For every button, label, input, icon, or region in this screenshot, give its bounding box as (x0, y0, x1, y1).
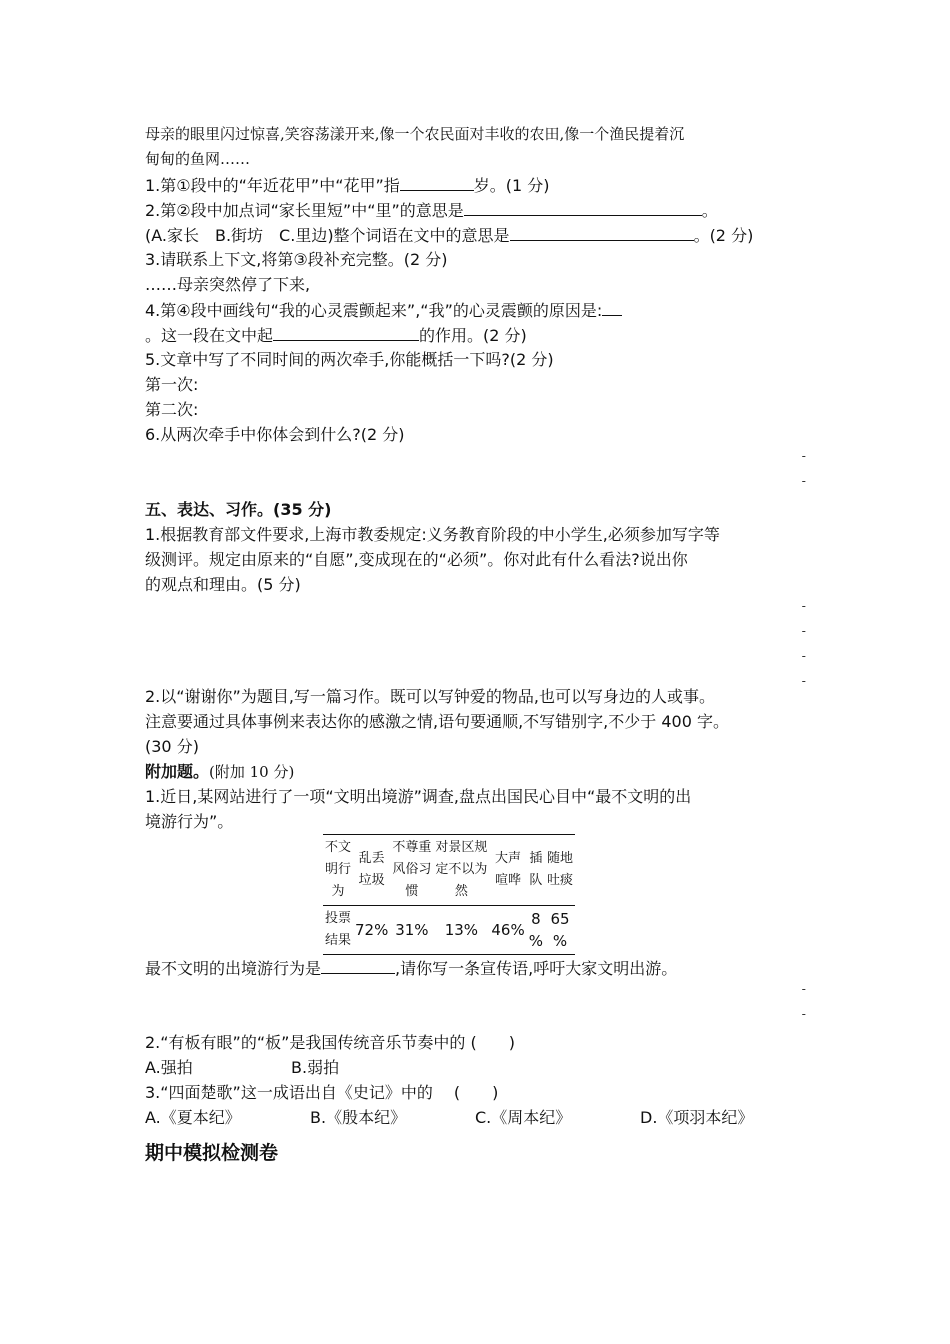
question-1 (145, 172, 810, 197)
answer-line[interactable] (145, 447, 810, 472)
table-row (323, 906, 575, 955)
question-4-line-2 (145, 322, 810, 347)
question-2-line-2 (145, 222, 810, 247)
dash-mark: - (801, 599, 806, 613)
table-header-cell: 插 队 (527, 835, 545, 906)
section-5-p1-line-3: 的观点和理由。(5 分) (145, 575, 301, 594)
question-1-points: 岁。(1 分) (473, 176, 550, 195)
dash-mark: - (801, 449, 806, 463)
section-5-p2-line-3: (30 分) (145, 737, 199, 756)
section-5-p2-line-2: 注意要通过具体事例来表达你的感激之情,语句要通顺,不写错别字,不少于 400 字。 (145, 712, 729, 731)
answer-line[interactable] (145, 622, 810, 647)
bonus-1-answer-tail: ,请你写一条宣传语,呼吁大家文明出游。 (395, 959, 678, 978)
answer-line[interactable] (145, 597, 810, 622)
question-4-part-2: 。这一段在文中起 (145, 326, 274, 345)
bonus-2-options (145, 1055, 810, 1080)
table-header-cell: 大声 喧哗 (489, 835, 526, 906)
section-5-p2-line-1: 2.以“谢谢你”为题目,写一篇习作。既可以写钟爱的物品,也可以写身边的人或事。 (145, 687, 716, 706)
option-a[interactable]: A.《夏本纪》 (145, 1108, 241, 1127)
table-cell: 13% (433, 906, 489, 955)
dash-mark: - (801, 982, 806, 996)
table-header-cell: 对景区规 定不以为 然 (433, 835, 489, 906)
dash-mark: - (801, 649, 806, 663)
bonus-heading: 附加题。 (145, 762, 210, 781)
question-6: 6.从两次牵手中你体会到什么?(2 分) (145, 425, 405, 444)
question-5: 5.文章中写了不同时间的两次牵手,你能概括一下吗?(2 分) (145, 350, 554, 369)
table-cell: 8 % (527, 906, 545, 955)
section-5-p1-line-2: 级测评。规定由原来的“自愿”,变成现在的“必须”。你对此有什么看法?说出你 (145, 550, 688, 569)
answer-blank[interactable] (602, 297, 622, 316)
bonus-1-line-1: 1.近日,某网站进行了一项“文明出境游”调查,盘点出国民心目中“最不文明的出 (145, 787, 692, 806)
answer-blank[interactable] (321, 955, 395, 974)
dash-mark: - (801, 624, 806, 638)
question-4 (145, 297, 810, 322)
table-row-label: 投票 结果 (323, 906, 353, 955)
table-header-cell: 乱丢 垃圾 (353, 835, 390, 906)
answer-blank[interactable] (464, 197, 702, 216)
question-2-end: 。 (701, 201, 718, 220)
table-header-cell: 不尊重 风俗习 惯 (390, 835, 433, 906)
bonus-1-answer (145, 955, 810, 980)
option-a[interactable]: A.强拍 (145, 1058, 193, 1077)
table-header-cell: 随地 吐痰 (545, 835, 575, 906)
table-cell: 46% (489, 906, 526, 955)
answer-line[interactable] (145, 472, 810, 497)
question-5-second: 第二次: (145, 400, 199, 419)
answer-line[interactable] (145, 672, 810, 688)
question-1-text: 1.第①段中的“年近花甲”中“花甲”指 (145, 176, 400, 195)
dash-mark: - (801, 674, 806, 688)
question-2-text: 2.第②段中加点词“家长里短”中“里”的意思是 (145, 201, 464, 220)
question-3-line-2: ……母亲突然停了下来, (145, 275, 311, 294)
answer-line[interactable] (145, 647, 810, 672)
option-b[interactable]: B.《殷本纪》 (310, 1108, 407, 1127)
question-3: 3.请联系上下文,将第③段补充完整。(2 分) (145, 250, 448, 269)
table-cell: 72% (353, 906, 390, 955)
bonus-title (145, 759, 810, 784)
table-header-cell: 不文 明行 为 (323, 835, 353, 906)
intro-line-2: 甸甸的鱼网…… (145, 150, 251, 168)
question-4-text: 4.第④段中画线句“我的心灵震颤起来”,“我”的心灵震颤的原因是: (145, 301, 603, 320)
intro-line-1: 母亲的眼里闪过惊喜,笑容荡漾开来,像一个农民面对丰收的农田,像一个渔民提着沉 (145, 125, 685, 143)
answer-line[interactable] (145, 980, 810, 1005)
option-b[interactable]: B.弱拍 (291, 1058, 340, 1077)
table-cell: 65 % (545, 906, 575, 955)
table-cell: 31% (390, 906, 433, 955)
answer-blank[interactable] (510, 222, 694, 241)
option-d[interactable]: D.《项羽本纪》 (640, 1108, 754, 1127)
answer-line[interactable] (145, 1005, 810, 1030)
bonus-1-line-2: 境游行为”。 (145, 812, 234, 831)
question-2-options: (A.家长 B.街坊 C.里边)整个词语在文中的意思是 (145, 226, 510, 245)
question-2 (145, 197, 810, 222)
document-page (145, 122, 810, 1168)
bonus-3: 3.“四面楚歌”这一成语出自《史记》中的 ( ) (145, 1083, 499, 1102)
dash-mark: - (801, 474, 806, 488)
answer-blank[interactable] (400, 172, 474, 191)
bonus-points: (附加 10 分) (209, 763, 295, 781)
section-5-p1-line-1: 1.根据教育部文件要求,上海市教委规定:义务教育阶段的中小学生,必须参加写字等 (145, 525, 720, 544)
table-header-row (323, 835, 575, 906)
question-5-first: 第一次: (145, 375, 199, 394)
footer-title: 期中模拟检测卷 (145, 1142, 279, 1164)
bonus-2: 2.“有板有眼”的“板”是我国传统音乐节奏中的 ( ) (145, 1033, 515, 1052)
question-2-points: 。(2 分) (693, 226, 754, 245)
option-c[interactable]: C.《周本纪》 (475, 1108, 572, 1127)
dash-mark: - (801, 1007, 806, 1021)
bonus-1-answer-text: 最不文明的出境游行为是 (145, 959, 322, 978)
survey-table (323, 834, 575, 955)
section-5-title: 五、表达、习作。(35 分) (145, 500, 332, 519)
question-4-points: 的作用。(2 分) (419, 326, 527, 345)
answer-blank[interactable] (273, 322, 419, 341)
bonus-3-options (145, 1105, 810, 1130)
